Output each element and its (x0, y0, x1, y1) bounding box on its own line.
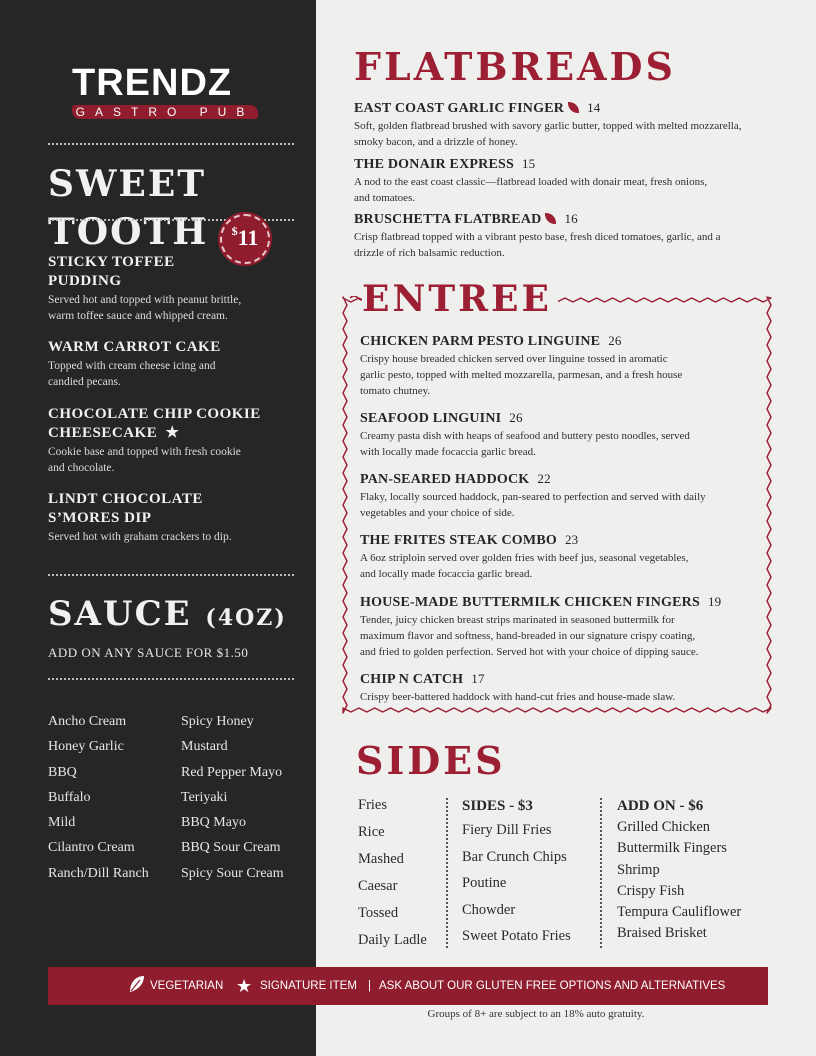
item-price: 16 (564, 211, 578, 226)
dessert-description (48, 292, 278, 324)
sauce-heading (48, 592, 287, 640)
sauce-item: Red Pepper Mayo (181, 764, 283, 780)
menu-item-description (354, 174, 754, 206)
menu-item (354, 155, 754, 206)
side-item: Rice (358, 824, 385, 840)
desc-line: Tender, juicy chicken breast strips marinated in seasoned buttermilk for (360, 614, 675, 626)
dessert-name-line: LINDT CHOCOLATE (48, 491, 203, 507)
desc-line: A nod to the east coast classic—flatbread loaded with donair meat, fresh onions, (354, 176, 708, 188)
side-item: Tossed (358, 905, 399, 921)
legend-gluten-note: ASK ABOUT OUR GLUTEN FREE OPTIONS AND ALTERNATIVES (379, 980, 726, 992)
item-name-text: THE FRITES STEAK COMBO (360, 533, 557, 548)
item-price: 26 (509, 410, 523, 425)
sauce-item: BBQ (48, 764, 77, 780)
side-item: Bar Crunch Chips (462, 848, 567, 865)
menu-item-name (360, 409, 760, 428)
legend-separator: | (368, 980, 371, 992)
sauce-heading-size: (4OZ) (205, 605, 287, 631)
menu-item-name (360, 332, 760, 351)
column-divider (446, 798, 448, 948)
dessert-name (48, 253, 278, 291)
side-item: Shrimp (617, 861, 660, 878)
desc-line: garlic pesto, topped with melted mozzarella, parmesan, and a fresh house (360, 369, 683, 381)
dessert-name-line: CHEESECAKE (48, 425, 158, 441)
item-name-text: BRUSCHETTA FLATBREAD (354, 212, 542, 227)
item-name-text: THE DONAIR EXPRESS (354, 157, 514, 172)
dessert-desc-line: and chocolate. (48, 462, 115, 474)
menu-item-description (360, 550, 760, 582)
dotted-divider (48, 678, 294, 680)
menu-item (360, 409, 760, 460)
menu-item (354, 99, 754, 150)
menu-item (360, 470, 760, 521)
sides-heading: SIDES (356, 738, 506, 783)
desc-line: and tomatoes. (354, 192, 416, 204)
sides-basic-list (358, 792, 427, 954)
menu-item (360, 670, 760, 705)
side-item: Daily Ladle (358, 932, 427, 948)
dessert-item (48, 253, 278, 324)
legend-vegetarian: VEGETARIAN (150, 980, 224, 992)
side-item: Crispy Fish (617, 882, 685, 899)
menu-item-name (354, 155, 754, 174)
item-price: 15 (521, 156, 536, 171)
menu-item (360, 332, 760, 399)
desc-line: vegetables and your choice of side. (360, 507, 515, 519)
desc-line: drizzle of rich balsamic reduction. (354, 247, 505, 259)
sauce-note: ADD ON ANY SAUCE FOR $1.50 (48, 645, 249, 660)
sauce-item: Teriyaki (181, 789, 228, 805)
sides-addon-list (617, 795, 741, 945)
item-name-text: SEAFOOD LINGUINI (360, 411, 502, 426)
dessert-desc-line: Topped with cream cheese icing and (48, 360, 216, 372)
sauce-item: Cilantro Cream (48, 840, 135, 856)
dessert-name-line: STICKY TOFFEE (48, 254, 175, 270)
dotted-divider (48, 143, 294, 145)
dessert-desc-line: Served hot and topped with peanut brittle, (48, 294, 242, 306)
side-item: Fiery Dill Fries (462, 822, 552, 838)
sauce-item: Ancho Cream (48, 714, 127, 729)
item-price: 17 (471, 671, 485, 686)
item-name-text: HOUSE-MADE BUTTERMILK CHICKEN FINGERS (360, 595, 700, 610)
side-item: Mashed (358, 851, 404, 867)
dessert-item (48, 405, 278, 476)
sweet-tooth-heading: SWEET TOOTH (48, 163, 209, 253)
dessert-description (48, 529, 278, 545)
desc-line: maximum flavor and softness, hand-breaded in our signature crispy coating, (360, 630, 696, 642)
side-item: Sweet Potato Fries (462, 928, 571, 944)
logo-tagline-wrap (72, 103, 258, 121)
dessert-description (48, 358, 278, 390)
dessert-desc-line: warm toffee sauce and whipped cream. (48, 310, 228, 322)
sides-premium-list (462, 795, 571, 950)
desc-line: Crisp flatbread topped with a vibrant pesto base, fresh diced tomatoes, garlic, and a (354, 231, 721, 243)
entree-heading: ENTREE (362, 277, 558, 321)
leaf-icon (545, 213, 556, 224)
price-value: 11 (237, 225, 259, 250)
logo (72, 64, 262, 124)
sauce-item: Honey Garlic (48, 739, 124, 755)
desc-line: Crispy beer-battered haddock with hand-cut fries and house-made slaw. (360, 691, 676, 703)
dessert-name (48, 490, 278, 528)
item-name-text: CHIP N CATCH (360, 672, 464, 687)
gratuity-note: Groups of 8+ are subject to an 18% auto gratuity. (427, 1008, 645, 1020)
sides-addon-title: ADD ON - $6 (617, 798, 704, 814)
item-price: 22 (537, 471, 551, 486)
menu-item-name (360, 593, 765, 612)
desc-line: tomato chutney. (360, 385, 431, 397)
menu-item (354, 210, 754, 261)
menu-item-description (360, 689, 760, 705)
side-item: Buttermilk Fingers (617, 840, 727, 857)
dessert-description (48, 444, 278, 476)
dessert-name (48, 405, 278, 443)
side-item: Poutine (462, 875, 507, 891)
sides-premium-title: SIDES - $3 (462, 798, 533, 814)
menu-item-name (360, 470, 760, 489)
dessert-name-line-with-icon (48, 424, 278, 443)
sauce-list-right (181, 709, 284, 886)
sauce-item: Spicy Sour Cream (181, 865, 284, 881)
menu-item-description (354, 229, 754, 261)
column-divider (600, 798, 602, 948)
item-price: 26 (608, 333, 622, 348)
sauce-item: Ranch/Dill Ranch (48, 865, 149, 881)
dotted-divider (48, 574, 294, 576)
sauce-item: Buffalo (48, 789, 91, 805)
price-currency: $ (231, 224, 238, 238)
menu-item-description (360, 428, 760, 460)
legend-signature: SIGNATURE ITEM (260, 980, 357, 992)
sauce-item: BBQ Mayo (181, 815, 246, 831)
menu-item-description (354, 118, 754, 150)
side-item: Chowder (462, 901, 516, 918)
leaf-icon (568, 102, 579, 113)
desc-line: and locally made focaccia garlic bread. (360, 568, 533, 580)
side-item: Braised Brisket (617, 925, 707, 942)
logo-tagline: GASTRO PUB (75, 105, 255, 119)
dessert-name (48, 338, 278, 357)
menu-item-description (360, 351, 760, 399)
side-item: Fries (358, 797, 387, 813)
menu-item-name (354, 99, 754, 118)
item-name-text: EAST COAST GARLIC FINGER (354, 101, 565, 116)
sauce-item: Mild (48, 815, 76, 831)
side-item: Caesar (358, 878, 398, 894)
desc-line: A 6oz striploin served over golden fries with beef jus, seasonal vegetables, (360, 552, 689, 564)
desc-line: Soft, golden flatbread brushed with savory garlic butter, topped with melted mozzarella, (354, 120, 742, 132)
item-price: 19 (707, 594, 722, 609)
desc-line: and fried to golden perfection. Served hot with your choice of dipping sauce. (360, 646, 699, 658)
star-icon: ★ (165, 425, 180, 441)
dessert-item (48, 338, 278, 390)
item-price: 14 (587, 100, 601, 115)
star-icon: ★ (236, 976, 253, 996)
menu-item (360, 593, 765, 660)
dessert-name-line: CHOCOLATE CHIP COOKIE (48, 406, 261, 422)
item-price: 23 (564, 532, 579, 547)
menu-item-description (360, 489, 760, 521)
dessert-name-line: PUDDING (48, 273, 122, 289)
dessert-name-line: WARM CARROT CAKE (48, 339, 221, 355)
menu-item-description (360, 612, 765, 660)
desc-line: smoky bacon, and a drizzle of honey. (354, 136, 518, 148)
legend-bar (48, 967, 768, 1005)
logo-wordmark: TRENDZ (72, 62, 233, 104)
leaf-icon (128, 967, 146, 1005)
menu-item-name (360, 531, 760, 550)
side-item: Grilled Chicken (617, 819, 711, 835)
desc-line: with locally made focaccia garlic bread. (360, 446, 536, 458)
side-item: Tempura Cauliflower (617, 904, 742, 921)
menu-item-name (360, 670, 760, 689)
desc-line: Crispy house breaded chicken served over linguine tossed in aromatic (360, 353, 668, 365)
desc-line: Flaky, locally sourced haddock, pan-seared to perfection and served with daily (360, 491, 706, 503)
dessert-item (48, 490, 278, 545)
dessert-name-line: S’MORES DIP (48, 510, 152, 526)
desc-line: Creamy pasta dish with heaps of seafood and buttery pesto noodles, served (360, 430, 690, 442)
menu-item-name (354, 210, 754, 229)
sauce-heading-text: SAUCE (48, 594, 192, 634)
dessert-desc-line: Served hot with graham crackers to dip. (48, 531, 232, 543)
dessert-desc-line: Cookie base and topped with fresh cookie (48, 446, 241, 458)
item-name-text: PAN-SEARED HADDOCK (360, 472, 530, 487)
sauce-item: BBQ Sour Cream (181, 840, 281, 856)
sauce-list-left (48, 709, 149, 886)
dark-panel (0, 0, 316, 1056)
item-name-text: CHICKEN PARM PESTO LINGUINE (360, 334, 601, 349)
sauce-item: Mustard (181, 739, 228, 755)
flatbreads-heading: FLATBREADS (354, 44, 676, 89)
menu-item (360, 531, 760, 582)
sauce-item: Spicy Honey (181, 714, 254, 729)
dessert-desc-line: candied pecans. (48, 376, 121, 388)
